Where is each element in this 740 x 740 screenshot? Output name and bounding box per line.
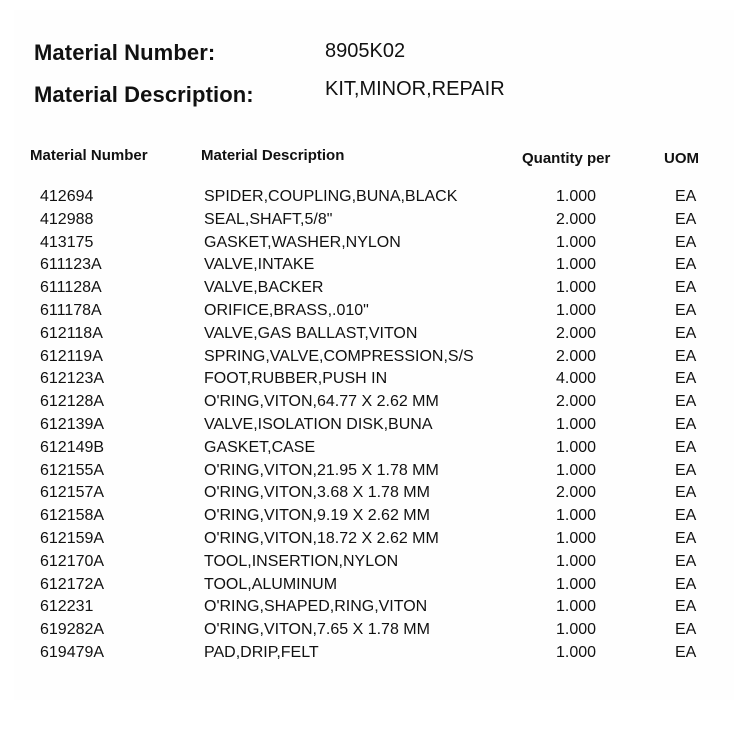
- column-header-material-description: Material Description: [201, 147, 345, 164]
- part-description-cell: SPIDER,COUPLING,BUNA,BLACK: [204, 188, 458, 205]
- quantity-cell: 1.000: [556, 529, 597, 547]
- uom-cell: EA: [675, 529, 697, 547]
- quantity-cell: 2.000: [556, 484, 597, 502]
- part-number-cell: 612158A: [40, 507, 105, 525]
- uom-cell: EA: [675, 621, 697, 639]
- quantity-cell: 1.000: [556, 415, 597, 433]
- part-number-cell: 611178A: [40, 301, 102, 319]
- uom-cell: EA: [675, 461, 697, 479]
- uom-cell: EA: [675, 484, 697, 502]
- table-row: [0, 254, 740, 277]
- part-description-cell: O'RING,VITON,3.68 X 1.78 MM: [204, 484, 430, 502]
- table-row: [0, 209, 740, 232]
- table-row: [0, 482, 740, 505]
- part-description-cell: ORIFICE,BRASS,.010": [204, 301, 369, 319]
- part-number-cell: 612172A: [40, 575, 105, 593]
- part-description-cell: VALVE,ISOLATION DISK,BUNA: [204, 415, 433, 433]
- quantity-cell: 2.000: [556, 347, 597, 365]
- uom-cell: EA: [675, 552, 697, 570]
- uom-cell: EA: [675, 415, 697, 433]
- part-description-cell: O'RING,VITON,9.19 X 2.62 MM: [204, 507, 430, 525]
- material-number-label: Material Number:: [34, 40, 216, 65]
- part-number-cell: 412694: [40, 188, 94, 205]
- quantity-cell: 1.000: [556, 233, 597, 251]
- table-row: [0, 323, 740, 346]
- uom-cell: EA: [675, 256, 697, 274]
- uom-cell: EA: [675, 188, 697, 205]
- part-number-cell: 612118A: [40, 324, 103, 342]
- table-row: [0, 300, 740, 323]
- uom-cell: EA: [675, 575, 697, 593]
- part-description-cell: PAD,DRIP,FELT: [204, 643, 319, 661]
- uom-cell: EA: [675, 507, 697, 525]
- part-description-cell: GASKET,CASE: [204, 438, 316, 456]
- material-description-label: Material Description:: [34, 82, 254, 107]
- part-number-cell: 612231: [40, 598, 94, 616]
- quantity-cell: 1.000: [556, 438, 597, 456]
- table-row: [0, 505, 740, 528]
- part-description-cell: VALVE,BACKER: [204, 279, 324, 297]
- part-number-cell: 412988: [40, 210, 94, 228]
- uom-cell: EA: [675, 301, 697, 319]
- material-description-value: KIT,MINOR,REPAIR: [325, 78, 505, 100]
- table-row: [0, 619, 740, 642]
- quantity-cell: 1.000: [556, 301, 597, 319]
- table-row: [0, 642, 740, 665]
- part-number-cell: 612155A: [40, 461, 105, 479]
- part-description-cell: TOOL,ALUMINUM: [204, 575, 338, 593]
- quantity-cell: 1.000: [556, 461, 597, 479]
- uom-cell: EA: [675, 438, 697, 456]
- quantity-cell: 2.000: [556, 210, 597, 228]
- quantity-cell: 1.000: [556, 621, 597, 639]
- table-row: [0, 414, 740, 437]
- part-description-cell: O'RING,VITON,64.77 X 2.62 MM: [204, 393, 439, 411]
- part-description-cell: SEAL,SHAFT,5/8": [204, 210, 333, 228]
- column-header-material-number: Material Number: [30, 147, 148, 164]
- quantity-cell: 1.000: [556, 507, 597, 525]
- part-number-cell: 611123A: [40, 256, 102, 274]
- quantity-cell: 4.000: [556, 370, 597, 388]
- quantity-cell: 1.000: [556, 575, 597, 593]
- part-description-cell: GASKET,WASHER,NYLON: [204, 233, 401, 251]
- part-description-cell: FOOT,RUBBER,PUSH IN: [204, 370, 388, 388]
- quantity-cell: 1.000: [556, 279, 597, 297]
- uom-cell: EA: [675, 393, 697, 411]
- part-number-cell: 611128A: [40, 279, 102, 297]
- part-number-cell: 612149B: [40, 438, 105, 456]
- quantity-cell: 1.000: [556, 643, 597, 661]
- uom-cell: EA: [675, 279, 697, 297]
- part-description-cell: O'RING,SHAPED,RING,VITON: [204, 598, 428, 616]
- part-number-cell: 612139A: [40, 415, 105, 433]
- uom-cell: EA: [675, 598, 697, 616]
- quantity-cell: 1.000: [556, 188, 597, 205]
- table-row: [0, 391, 740, 414]
- part-number-cell: 612119A: [40, 347, 103, 365]
- part-number-cell: 612128A: [40, 393, 105, 411]
- uom-cell: EA: [675, 370, 697, 388]
- part-number-cell: 612170A: [40, 552, 105, 570]
- uom-cell: EA: [675, 324, 697, 342]
- part-number-cell: 413175: [40, 233, 94, 251]
- parts-table-body: [0, 186, 740, 665]
- part-description-cell: O'RING,VITON,7.65 X 1.78 MM: [204, 621, 430, 639]
- quantity-cell: 2.000: [556, 393, 597, 411]
- part-description-cell: SPRING,VALVE,COMPRESSION,S/S: [204, 347, 474, 365]
- part-number-cell: 612159A: [40, 529, 105, 547]
- uom-cell: EA: [675, 643, 697, 661]
- uom-cell: EA: [675, 233, 697, 251]
- part-number-cell: 619282A: [40, 621, 105, 639]
- table-row: [0, 437, 740, 460]
- material-number-value: 8905K02: [325, 40, 406, 62]
- table-row: [0, 368, 740, 391]
- part-description-cell: O'RING,VITON,21.95 X 1.78 MM: [204, 461, 439, 479]
- table-row: [0, 528, 740, 551]
- table-row: [0, 574, 740, 597]
- uom-cell: EA: [675, 210, 697, 228]
- part-description-cell: O'RING,VITON,18.72 X 2.62 MM: [204, 529, 439, 547]
- part-description-cell: VALVE,GAS BALLAST,VITON: [204, 324, 418, 342]
- part-description-cell: TOOL,INSERTION,NYLON: [204, 552, 399, 570]
- part-number-cell: 612123A: [40, 370, 105, 388]
- quantity-cell: 2.000: [556, 324, 597, 342]
- table-row: [0, 551, 740, 574]
- column-header-uom: UOM: [664, 150, 699, 167]
- part-description-cell: VALVE,INTAKE: [204, 256, 315, 274]
- part-number-cell: 612157A: [40, 484, 105, 502]
- quantity-cell: 1.000: [556, 598, 597, 616]
- column-header-quantity-per: Quantity per: [522, 150, 611, 167]
- table-row: [0, 232, 740, 255]
- quantity-cell: 1.000: [556, 552, 597, 570]
- table-row: [0, 186, 740, 209]
- table-row: [0, 596, 740, 619]
- uom-cell: EA: [675, 347, 697, 365]
- table-row: [0, 460, 740, 483]
- part-number-cell: 619479A: [40, 643, 105, 661]
- quantity-cell: 1.000: [556, 256, 597, 274]
- table-row: [0, 346, 740, 369]
- table-row: [0, 277, 740, 300]
